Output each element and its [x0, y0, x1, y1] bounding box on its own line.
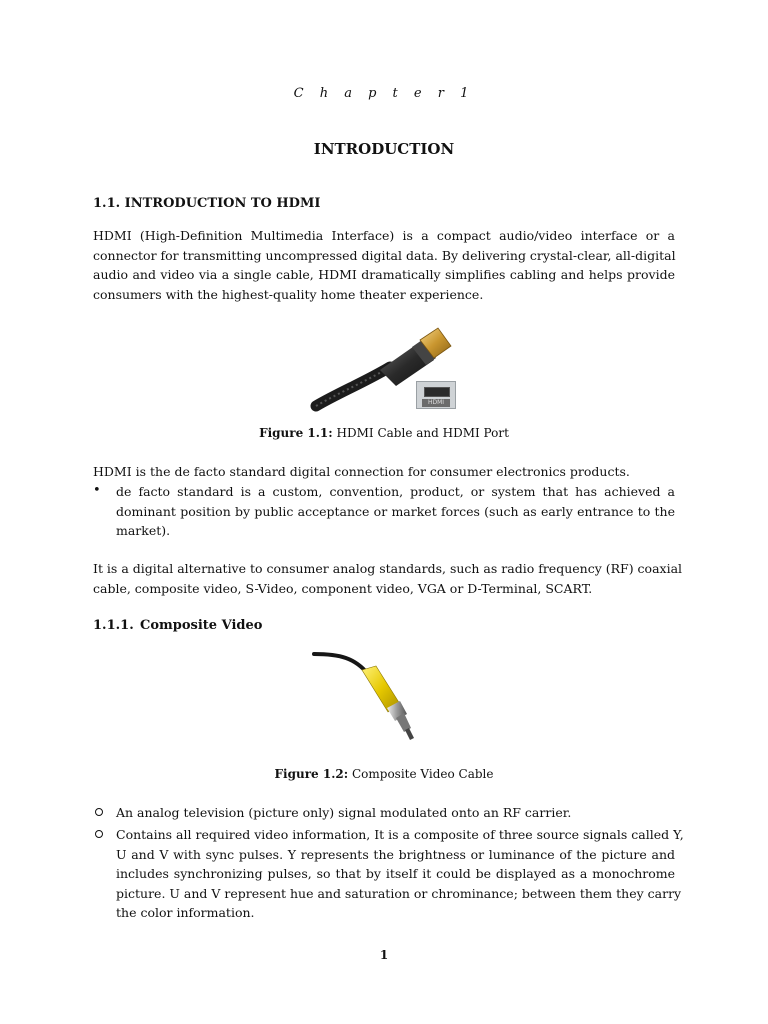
subsection-heading [93, 618, 262, 633]
bullet-1-line-1: de facto standard is a custom, convention, product, or system that has achieved a [116, 484, 675, 499]
subsection-title: Composite Video [140, 618, 263, 633]
section-heading: 1.1. INTRODUCTION TO HDMI [93, 196, 321, 211]
bullet-1-line-3: market). [116, 523, 171, 538]
figure-2-text: Composite Video Cable [348, 767, 494, 781]
intro-paragraph [93, 226, 675, 304]
figure-1-label: Figure 1.1: [259, 426, 333, 440]
intro-line-3: audio and video via a single cable, HDMI dramatically simplifies cabling and helps provide [93, 267, 675, 282]
figure-2-label: Figure 1.2: [274, 767, 349, 781]
intro-line-2: connector for transmitting uncompressed digital data. By delivering crystal-clear, all-digital [93, 247, 676, 263]
figure-2-caption [0, 767, 768, 781]
page-number: 1 [379, 948, 389, 962]
hdmi-port-label: HDMI [422, 399, 450, 407]
alternative-paragraph [93, 559, 683, 598]
standard-line: HDMI is the de facto standard digital connection for consumer electronics products. [93, 464, 630, 479]
list-2-line-5: the color information. [116, 905, 255, 920]
bullet-dot: • [93, 483, 101, 498]
hdmi-port-image [416, 381, 456, 409]
list-item-1: An analog television (picture only) signal modulated onto an RF carrier. [116, 805, 572, 820]
list-marker-1 [95, 808, 103, 816]
list-2-line-3: includes synchronizing pulses, so that by itself it could be displayed as a monochrome [116, 866, 675, 881]
bullet-1 [116, 482, 675, 540]
page-title: INTRODUCTION [313, 140, 455, 158]
intro-line-4: consumers with the highest-quality home theater experience. [93, 286, 484, 302]
chapter-heading: C h a p t e r 1 [293, 86, 475, 101]
hdmi-port-socket [424, 387, 450, 397]
bullet-1-line-2: dominant position by public acceptance or market forces (such as early entrance to the [116, 503, 675, 519]
alt-line-1: It is a digital alternative to consumer analog standards, such as radio frequency (RF) coaxial [93, 561, 683, 576]
figure-1-caption [0, 426, 768, 440]
alt-line-2: cable, composite video, S-Video, component video, VGA or D-Terminal, SCART. [93, 580, 593, 596]
intro-line-1: HDMI (High-Definition Multimedia Interface) is a compact audio/video interface or a [93, 228, 675, 243]
list-item-2 [116, 825, 684, 923]
figure-1-text: HDMI Cable and HDMI Port [332, 426, 509, 440]
list-2-line-1: Contains all required video information, It is a composite of three source signals called Y, [116, 827, 684, 842]
composite-cable-image [310, 646, 440, 746]
list-marker-2 [95, 830, 103, 838]
list-2-line-4: picture. U and V represent hue and saturation or chrominance; between them they carry [116, 885, 682, 901]
list-2-line-2: U and V with sync pulses. Y represents the brightness or luminance of the picture and [116, 846, 675, 862]
subsection-number: 1.1.1. [93, 618, 134, 633]
